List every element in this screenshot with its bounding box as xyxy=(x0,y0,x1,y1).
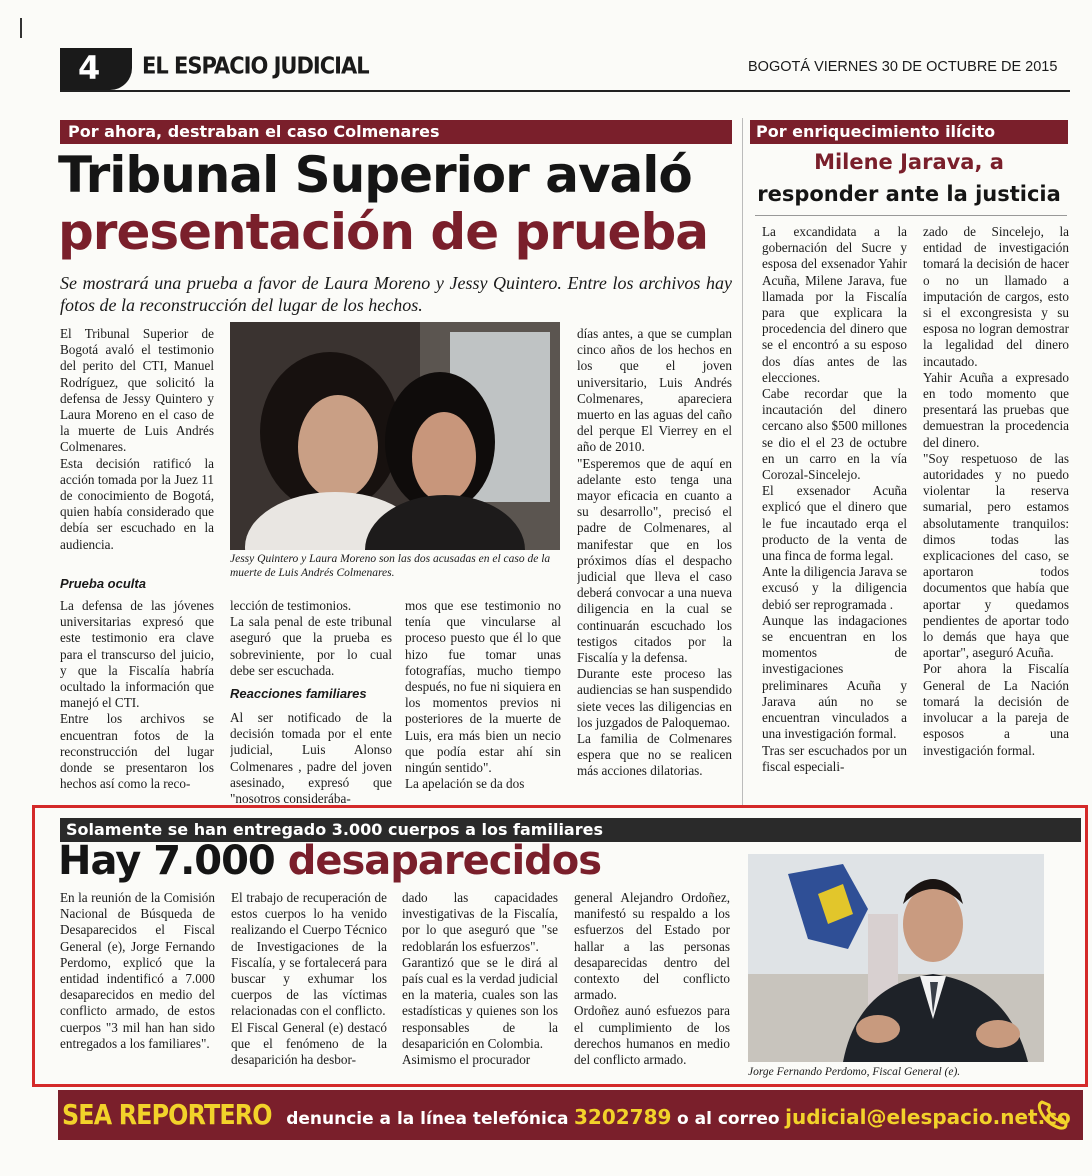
side-headline-1: Milene Jarava, a xyxy=(814,150,1004,174)
box-kicker: Solamente se han entregado 3.000 cuerpos a los familiares xyxy=(60,818,1081,842)
box-headline-a: Hay 7.000 xyxy=(58,838,275,884)
main-col2-bottom-a: lección de testimonios. La sala penal de este tribunal aseguró que la prueba es sobreviniente, por lo cual debe ser escuchada. xyxy=(230,598,392,678)
side-col2: zado de Sincelejo, la entidad de investigación tomará la decisión de hacer o no un llamado a imputación de cargos, esto si el excongresista y su esposa no logran demostrar la legalidad del dinero incautado. Yahir Acuña a expresado en todo momento que presentará las pruebas que demuestran la procedencia del dinero. "Soy respetuoso de las autoridades y no puedo violentar la reserva sumarial, pero estamos absolutamente tranquilos: dimos todas las explicaciones del caso, se aportaron todos documentos que había que aportar y quedamos pendientes de aportar todo lo demás que haya que aportar", aseguró Acuña. Por ahora la Fiscalía General de La Nación tomará la decisión de involucar a la pareja de esposos a una investigación formal. xyxy=(923,224,1069,758)
photo-fiscal-illustration xyxy=(748,854,1044,1062)
main-col3-bottom: mos que ese testimonio no tenía que vincularse al proceso puesto que él lo que hizo fue tomar unas fotografías, mucho tiempo después, no fue ni siquiera en los momentos previos ni posteriores de la muerte de Luis, era más bien un necio que podía estar ahí sin ningún sentido". La apelación se da dos xyxy=(405,598,561,792)
side-rule-2 xyxy=(755,215,1067,216)
box-headline xyxy=(58,838,601,884)
box-col3: dado las capacidades investigativas de la Fiscalía, por lo que aseguró que "se redoblarán los esfuerzos". Garantizó que se le dirá al país cual es la verdad judicial en la materia, cuales son las estadísticas y quienes son los responsables de la desaparición en Colombia. Asimismo el procurador xyxy=(402,890,558,1068)
footer-text-2: o al correo xyxy=(677,1109,780,1129)
main-col1-bottom: La defensa de las jóvenes universitarias expresó que este testimonio era clave para el transcurso del juicio, y que la Fiscalía habría ocultado la información que manejó el CTI. Entre los archivos se encuentran fotos de la reconstrucción del lugar donde se presentaron los hechos así como la reco- xyxy=(60,598,214,792)
photo-accused xyxy=(230,322,560,550)
photo-accused-caption: Jessy Quintero y Laura Moreno son las dos acusadas en el caso de la muerte de Luis Andrés Colmenares. xyxy=(230,553,551,579)
side-rule xyxy=(742,118,743,808)
box-col4: general Alejandro Ordoñez, manifestó su respaldo a los esfuerzos del Estado por hallar a las personas desaparecidas dentro del contexto del conflicto armado. Ordoñez aunó esfuezos para el cumplimiento de los derechos humanos en medio del conflicto armado. xyxy=(574,890,730,1068)
box-col1: En la reunión de la Comisión Nacional de Búsqueda de Desaparecidos el Fiscal General (e), Jorge Fernando Perdomo, explicó que la entidad indentificó a 7.000 desaparecidos en medio del conflicto armado, de estos cuerpos "3 mil han han sido entregados a los familiares". xyxy=(60,890,215,1051)
side-col1: La excandidata a la gobernación del Sucre y esposa del exsenador Yahir Acuña, Milene Jarava, fue llamada por la Fiscalía para que explicara la procedencia del dinero que se el encontró a su esposo dos días antes de las elecciones. Cabe recordar que la incautación del dinero cercano also $500 millones se dio el el 23 de octubre en un carro en la vía Corozal-Sincelejo. El exsenador Acuña explicó que el dinero que le fue incautado erqa el producto de la venta de una finca de forma legal. Ante la diligencia Jarava se excusó y la diligencia debió ser reprogramada . Aunque las indagaciones se encuentran en los momentos de investigaciones preliminares Acuña y Jarava aún no se encuentran vinculados a una investigación formal. Tras ser escuchados por un fiscal especiali- xyxy=(762,224,907,774)
photo-fiscal xyxy=(748,854,1044,1062)
footer-phone: 3202789 xyxy=(574,1105,672,1129)
phone-icon xyxy=(1032,1094,1072,1134)
photo-accused-illustration xyxy=(230,322,560,550)
footer-text-1: denuncie a la línea telefónica xyxy=(286,1109,569,1129)
footer-banner-text xyxy=(62,1095,1071,1135)
dateline: BOGOTÁ VIERNES 30 DE OCTUBRE DE 2015 xyxy=(748,59,1058,75)
main-deck: Se mostrará una prueba a favor de Laura Moreno y Jessy Quintero. Entre los archivos hay fotos de la reconstrucción del lugar de los hechos. xyxy=(60,273,732,315)
page-number: 4 xyxy=(78,49,101,87)
photo-fiscal-caption: Jorge Fernando Perdomo, Fiscal General (e). xyxy=(748,1066,961,1078)
box-col2: El trabajo de recuperación de estos cuerpos lo ha venido realizando el Cuerpo Técnico de Investigaciones de la Fiscalía, y se fortalecerá para buscar y exhumar los cuerpos de las víctimas relacionadas con el conflicto. El Fiscal General (e) destacó que el fenómeno de la desaparición ha desbor- xyxy=(231,890,387,1068)
footer-email: judicial@elespacio.net.co xyxy=(785,1105,1071,1129)
section-title: EL ESPACIO JUDICIAL xyxy=(142,52,369,80)
scan-mark xyxy=(20,18,22,38)
header-rule xyxy=(60,90,1070,92)
box-headline-b: desaparecidos xyxy=(287,838,602,884)
main-subhead-1: Prueba oculta xyxy=(60,576,146,591)
main-col4: días antes, a que se cumplan cinco años de los hechos en los que el joven universitario, Luis Andrés Colmenares, apareciera muerto en las aguas del caño del perque El Vierrey en el año de 2010. "Esperemos que de aquí en adelante esto tenga una mayor eficacia en cuanto a su desarrollo", precisó el padre de Colmenares, al manifestar que en los próximos días el despacho judicial que lleva el caso deberá convocar a una nueva diligencia en la cual se continuarán escuchado los testigos citados por la Fiscalía y la defensa. Durante este proceso las audiencias se han suspendido siete veces las diligencias en los juzgados de Paloquemao. La familia de Colmenares espera que no se realicen más acciones dilatorias. xyxy=(577,326,732,779)
main-headline-1: Tribunal Superior avaló xyxy=(58,146,692,204)
side-kicker: Por enriquecimiento ilícito xyxy=(750,120,1068,144)
side-headline-2: responder ante la justicia xyxy=(757,182,1061,206)
main-headline-2: presentación de prueba xyxy=(58,203,708,261)
main-kicker: Por ahora, destraban el caso Colmenares xyxy=(60,120,732,144)
main-subhead-2: Reacciones familiares xyxy=(230,686,367,701)
footer-brand: SEA REPORTERO xyxy=(62,1098,272,1131)
main-col1-top: El Tribunal Superior de Bogotá avaló el testimonio del perito del CTI, Manuel Rodríguez, que solicitó la defensa de Jessy Quintero y Laura Moreno en el caso de la muerte de Luis Andrés Colmenares. Esta decisión ratificó la acción tomada por la Juez 11 de conocimiento de Bogotá, quien había considerado que debía ser escuchado en la audiencia. xyxy=(60,326,214,552)
main-col2-bottom-b: Al ser notificado de la decisión tomada por el ente judicial, Luis Alonso Colmenares , padre del joven asesinado, expresó que "nosotros considerába- xyxy=(230,710,392,807)
